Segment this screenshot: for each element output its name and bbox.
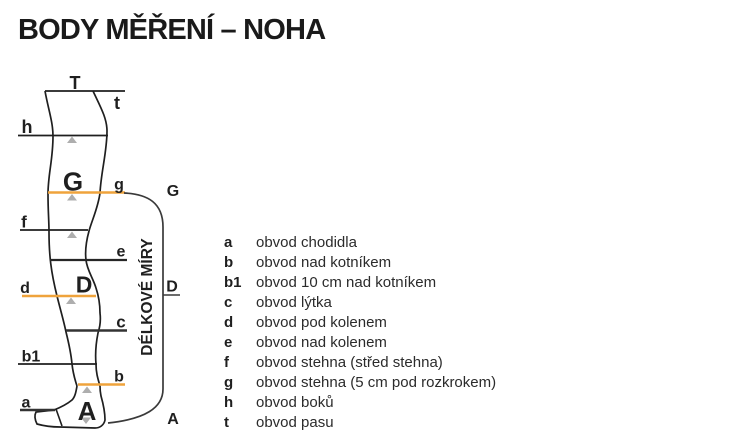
legend-label-f: obvod stehna (střed stehna) (256, 354, 443, 371)
marker-triangle-d (66, 298, 76, 305)
label-d: d (20, 280, 30, 297)
label-f: f (21, 212, 27, 232)
label-a: a (21, 394, 31, 412)
legend-label-e: obvod nad kolenem (256, 334, 387, 351)
label-h: h (21, 117, 33, 137)
bracket-label-D: D (166, 278, 178, 296)
legend-label-c: obvod lýtka (256, 294, 332, 311)
legend-label-b1: obvod 10 cm nad kotníkem (256, 274, 437, 291)
legend-key-e: e (224, 334, 233, 351)
legend-key-b: b (224, 254, 234, 271)
legend-label-h: obvod boků (256, 394, 334, 411)
legend-row-h (224, 393, 496, 413)
label-D: D (75, 271, 93, 298)
label-c: c (116, 312, 126, 332)
legend-row-c (224, 293, 496, 313)
label-b1: b1 (21, 348, 41, 366)
legend-key-d: d (224, 314, 234, 331)
legend-label-t: obvod pasu (256, 414, 334, 431)
legend-row-e (224, 333, 496, 353)
legend-row-f (224, 353, 496, 373)
legend-label-g: obvod stehna (5 cm pod rozkrokem) (256, 374, 497, 391)
label-e: e (116, 243, 126, 261)
label-t: t (114, 93, 120, 113)
page-title: BODY MĚŘENÍ – NOHA (18, 14, 326, 46)
legend-row-a (224, 233, 496, 253)
label-T: T (69, 73, 81, 93)
length-measures-axis-label: DÉLKOVÉ MÍRY (139, 238, 156, 356)
marker-triangle-b (82, 387, 92, 394)
leg-measurement-diagram (0, 60, 210, 441)
legend-key-f: f (224, 354, 229, 371)
legend-key-c: c (224, 294, 233, 311)
marker-triangle-f (67, 232, 77, 239)
label-g: g (114, 176, 124, 194)
label-b: b (114, 368, 124, 386)
legend-label-a: obvod chodidla (256, 234, 357, 251)
legend-key-t: t (224, 414, 229, 431)
marker-triangle-h (67, 137, 77, 144)
bracket-label-A: A (167, 411, 179, 428)
legend-label-b: obvod nad kotníkem (256, 254, 392, 271)
toe-cap-line (56, 409, 62, 426)
legend-row-b1 (224, 273, 496, 293)
legend-label-d: obvod pod kolenem (256, 314, 387, 331)
measurement-legend (224, 233, 496, 433)
bracket-label-G: G (166, 183, 180, 200)
legend-key-a: a (224, 234, 233, 251)
legend-row-t (224, 413, 496, 433)
legend-key-b1: b1 (224, 274, 242, 291)
legend-row-d (224, 313, 496, 333)
legend-row-b (224, 253, 496, 273)
label-A: A (77, 396, 97, 426)
label-G: G (62, 166, 84, 197)
legend-key-h: h (224, 394, 234, 411)
legend-key-g: g (224, 374, 234, 391)
legend-row-g (224, 373, 496, 393)
